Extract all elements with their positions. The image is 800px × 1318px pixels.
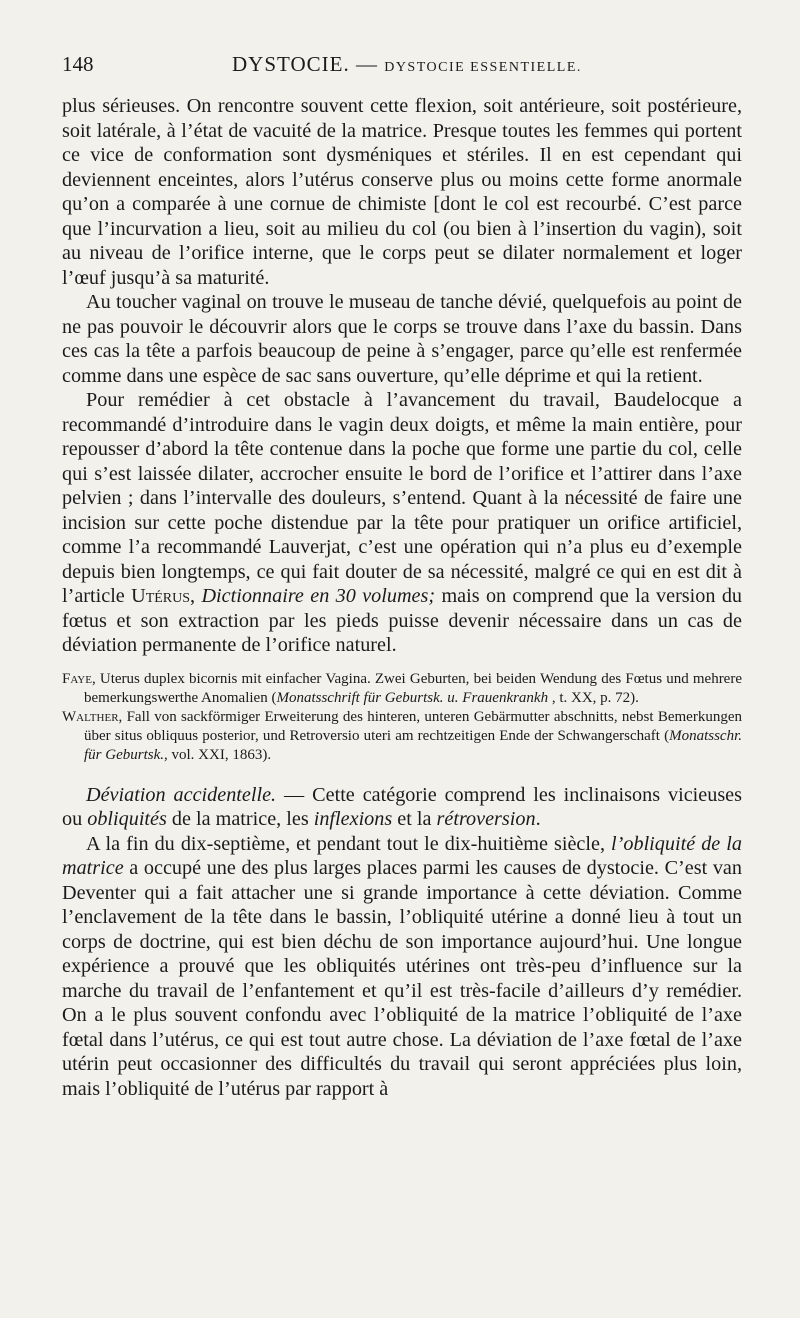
footnote	[62, 670, 742, 708]
section-heading: Déviation accidentelle.	[86, 783, 277, 806]
footnote-text: , vol. XXI, 1863).	[164, 746, 272, 763]
separator: ,	[190, 585, 202, 607]
footnote-author: Faye	[62, 670, 92, 687]
paragraph: Au toucher vaginal on trouve le museau de tanche dévié, quelquefois au point de ne pas pouvoir le découvrir alors que le corps se trouve dans l’axe du bassin. Dans ces cas la tête a parfois beaucoup de peine à s’engager, parce qu’elle est renfermée comme dans une espèce de sac sans ouverture, qu’elle déprime et qui la retient.	[62, 291, 742, 387]
paragraph	[62, 388, 742, 658]
section-text: — Cette catégorie comprend les inclinaisons vicieuses ou	[62, 783, 742, 830]
term-italic: rétroversion	[436, 808, 536, 830]
paragraph	[62, 832, 742, 1102]
section-deviation-accidentelle	[62, 783, 742, 1102]
footnote-author: Walther	[62, 708, 119, 725]
footnote-text: , Uterus duplex bicornis mit einfacher Vagina. Zwei Geburten, bei beiden Wendung des Fœtus und mehrere bemerkungswerthe Anomalien (	[84, 670, 742, 706]
paragraph-text: mais on comprend que la version du fœtus et son extraction par les pieds puisse devenir nécessaire dans un cas de déviation permanente de l’orifice naturel.	[62, 585, 743, 656]
paragraph-text: a occupé une des plus larges places parmi les causes de dystocie. C’est van Deventer qui a fait attacher une si grande importance à cette déviation. Comme l’enclavement de la tête dans le bassin, l’obliquité utérine a donné lieu à tout un corps de doctrine, qui est bien déchu de son importance aujourd’hui. Une longue expérience a prouvé que les obliquités utérines ont très-peu d’influence sur la marche du travail de l’enfantement et qu’il est très-facile d’ailleurs d’y remédier. On a le plus souvent confondu avec l’obliquité de la matrice l’obliquité de l’axe fœtal dans l’utérus, ce qui est tout autre chose. La déviation de l’axe fœtal de l’axe utérin peut occasionner des difficultés du travail qui seront appréciées plus loin, mais l’obliquité de l’utérus par rapport à	[62, 857, 742, 1100]
running-title: DYSTOCIE.	[232, 52, 350, 76]
footnote-journal: Monatsschrift für Geburtsk. u. Frauenkrankh	[276, 689, 549, 706]
section-text: et la	[392, 808, 437, 830]
section-text: .	[535, 808, 541, 830]
page-number: 148	[62, 52, 94, 76]
article-ref: Utérus	[131, 585, 191, 607]
page-header	[62, 52, 742, 94]
running-dash: —	[355, 52, 378, 76]
running-head	[232, 52, 742, 77]
term-italic: inflexions	[313, 808, 393, 830]
footnote-journal: Monatsschr. für Geburtsk.	[84, 727, 742, 763]
footnotes	[62, 670, 742, 765]
paragraph: plus sérieuses. On rencontre souvent cette flexion, soit antérieure, soit postérieure, soit latérale, à l’état de vacuité de la matrice. Presque toutes les femmes qui portent ce vice de conformation sont dysméniques et stériles. Il en est cependant qui deviennent enceintes, alors l’utérus conserve plus ou moins cette forme anormale qu’on a comparée à une cornue de chimiste [dont le col est recourbé. C’est parce que l’incurvation a lieu, soit au milieu du col (ou bien à l’insertion du vagin), soit au niveau de l’orifice interne, que le corps peut se dilater normalement et loger l’œuf jusqu’à sa maturité.	[62, 95, 742, 289]
dictionary-ref: Dictionnaire en 30 volumes;	[201, 585, 436, 607]
footnote-text: , t. XX, p. 72).	[548, 689, 639, 706]
footnote	[62, 708, 742, 765]
section-text: de la matrice, les	[166, 808, 314, 830]
paragraph-text: A la fin du dix-septième, et pendant tout le dix-huitième siècle,	[86, 832, 612, 855]
running-subtitle: DYSTOCIE ESSENTIELLE.	[384, 60, 582, 75]
page-body	[62, 94, 742, 1101]
footnote-text: , Fall von sackförmiger Erweiterung des hinteren, unteren Gebärmutter abschnitts, nebst Bemerkungen über situs obliquus posterior, und Retroversio uteri am rechtzeitigen Ende der Schwangerschaft (	[84, 708, 742, 744]
section-intro	[62, 783, 742, 832]
term-italic: l’obliquité de la matrice	[62, 832, 742, 879]
paragraph-text: Pour remédier à cet obstacle à l’avancement du travail, Baudelocque a recommandé d’introduire dans le vagin deux doigts, et même la main entière, pour repousser d’abord la tête contenue dans la poche que forme une partie du col, celle qui s’est laissée dilater, accrocher ensuite le bord de l’orifice et l’attirer dans l’axe pelvien ; dans l’intervalle des douleurs, s’entend. Quant à la nécessité de faire une incision sur cette poche distendue par la tête pour pratiquer un orifice artificiel, comme l’a recommandé Lauverjat, c’est une opération qui n’a plus eu d’exemple depuis bien longtemps, ce qui fait douter de sa nécessité, malgré ce qui en est dit à l’article	[62, 389, 742, 607]
term-italic: obliquités	[87, 808, 167, 830]
